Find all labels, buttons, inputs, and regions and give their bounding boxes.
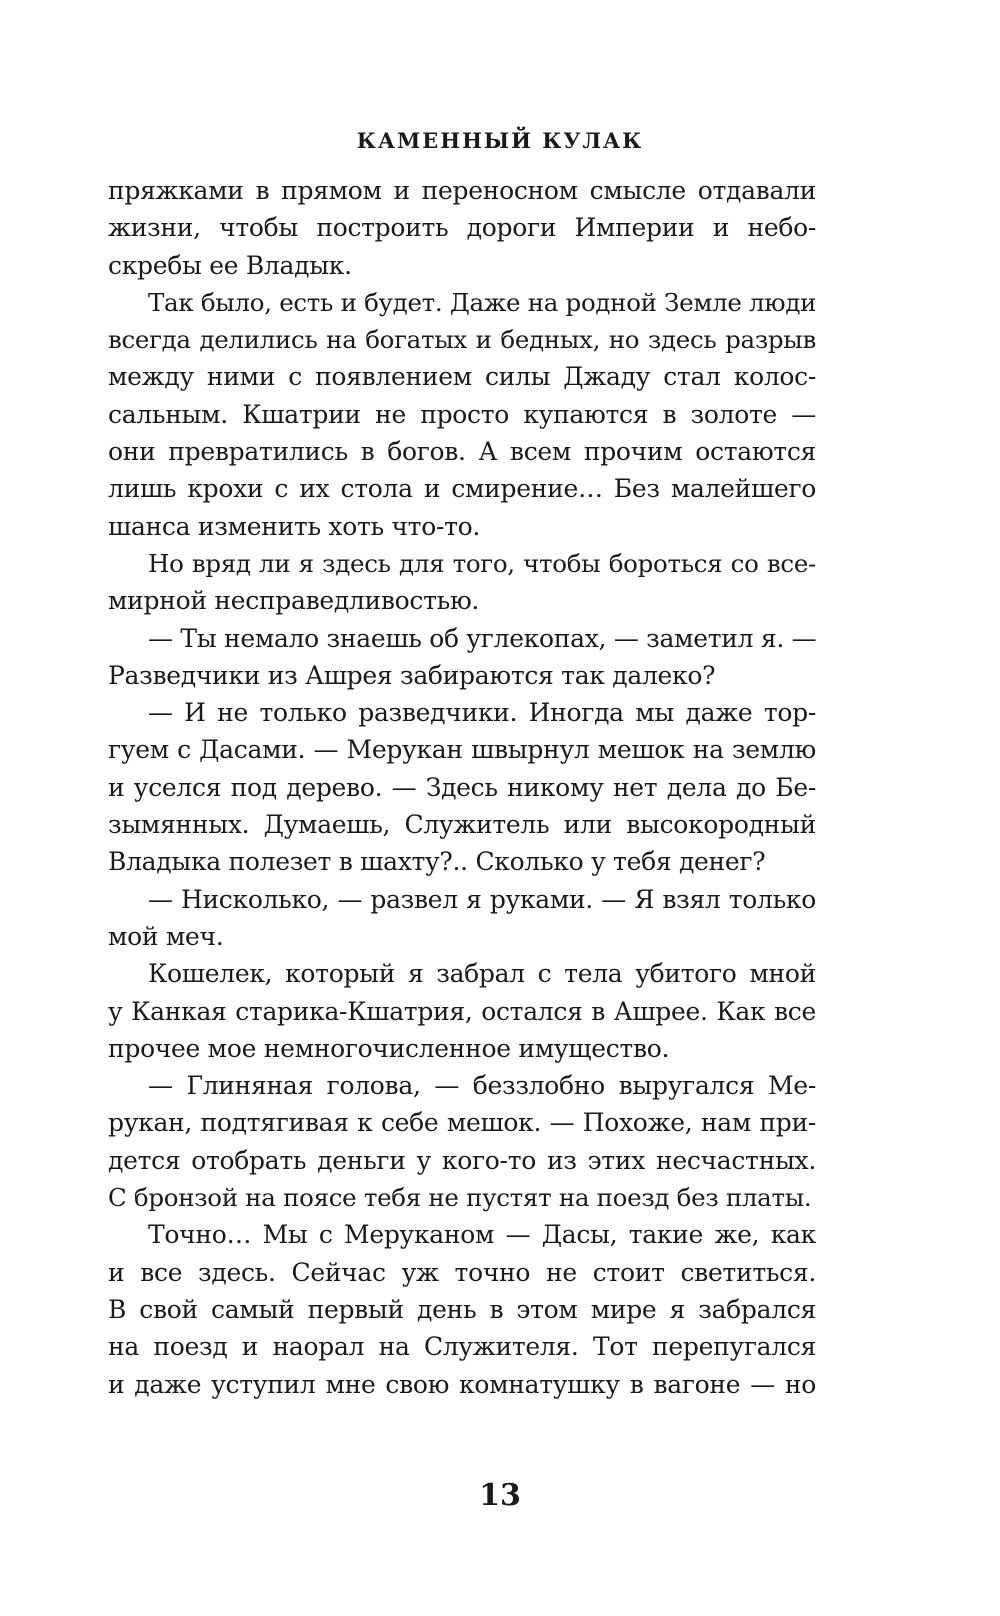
- text-line: у Канкая старика-Кшатрия, остался в Ашрее. Как все: [108, 996, 816, 1026]
- body-text: [108, 172, 816, 1403]
- text-line: рукан, подтягивая к себе мешок. — Похоже, нам при-: [108, 1108, 816, 1138]
- text-line: жизни, чтобы построить дороги Империи и небо-: [108, 213, 816, 243]
- text-line: шанса изменить хоть что-то.: [108, 511, 481, 541]
- text-line: на поезд и наорал на Служителя. Тот перепугался: [108, 1332, 816, 1362]
- text-line: Разведчики из Ашрея забираются так далеко?: [108, 660, 716, 690]
- page-number: 13: [479, 1478, 521, 1513]
- text-line: мирной несправедливостью.: [108, 586, 480, 616]
- text-line: сальным. Кшатрии не просто купаются в золоте —: [108, 399, 816, 429]
- text-line: Так было, есть и будет. Даже на родной Земле люди: [148, 287, 817, 317]
- text-line: и даже уступил мне свою комнатушку в вагоне — но: [108, 1369, 816, 1399]
- text-line: — Нисколько, — развел я руками. — Я взял только: [148, 884, 816, 914]
- text-line: скребы ее Владык.: [108, 250, 352, 280]
- text-line: дется отобрать деньги у кого-то из этих несчастных.: [108, 1145, 816, 1175]
- text-line: лишь крохи с их стола и смирение… Без малейшего: [108, 474, 816, 504]
- text-line: прочее мое немногочисленное имущество.: [108, 1033, 670, 1063]
- text-line: — Глиняная голова, — беззлобно выругался Ме-: [148, 1071, 816, 1101]
- text-line: Владыка полезет в шахту?.. Сколько у тебя денег?: [108, 847, 766, 877]
- text-line: — Ты немало знаешь об углекопах, — заметил я. —: [148, 623, 817, 653]
- text-line: Кошелек, который я забрал с тела убитого мной: [148, 959, 816, 989]
- text-line: и все здесь. Сейчас уж точно не стоит светиться.: [108, 1257, 816, 1287]
- text-line: всегда делились на богатых и бедных, но здесь разрыв: [108, 325, 816, 355]
- text-line: В свой самый первый день в этом мире я забрался: [108, 1294, 816, 1324]
- text-line: С бронзой на поясе тебя не пустят на поезд без платы.: [108, 1183, 812, 1213]
- text-line: — И не только разведчики. Иногда мы даже тор-: [148, 698, 816, 728]
- text-line: Точно… Мы с Меруканом — Дасы, такие же, как: [148, 1220, 816, 1250]
- running-head-title: КАМЕННЫЙ КУЛАК: [356, 128, 644, 153]
- text-line: гуем с Дасами. — Мерукан швырнул мешок на землю: [108, 735, 816, 765]
- text-line: между ними с появлением силы Джаду стал колос-: [108, 362, 816, 392]
- text-line: мой меч.: [108, 921, 224, 951]
- text-line: Но вряд ли я здесь для того, чтобы бороться со все-: [148, 548, 816, 578]
- text-line: и уселся под дерево. — Здесь никому нет дела до Бе-: [108, 772, 816, 802]
- text-line: пряжками в прямом и переносном смысле отдавали: [108, 176, 816, 205]
- text-line: они превратились в богов. А всем прочим остаются: [108, 437, 816, 467]
- text-line: зымянных. Думаешь, Служитель или высокородный: [108, 810, 816, 840]
